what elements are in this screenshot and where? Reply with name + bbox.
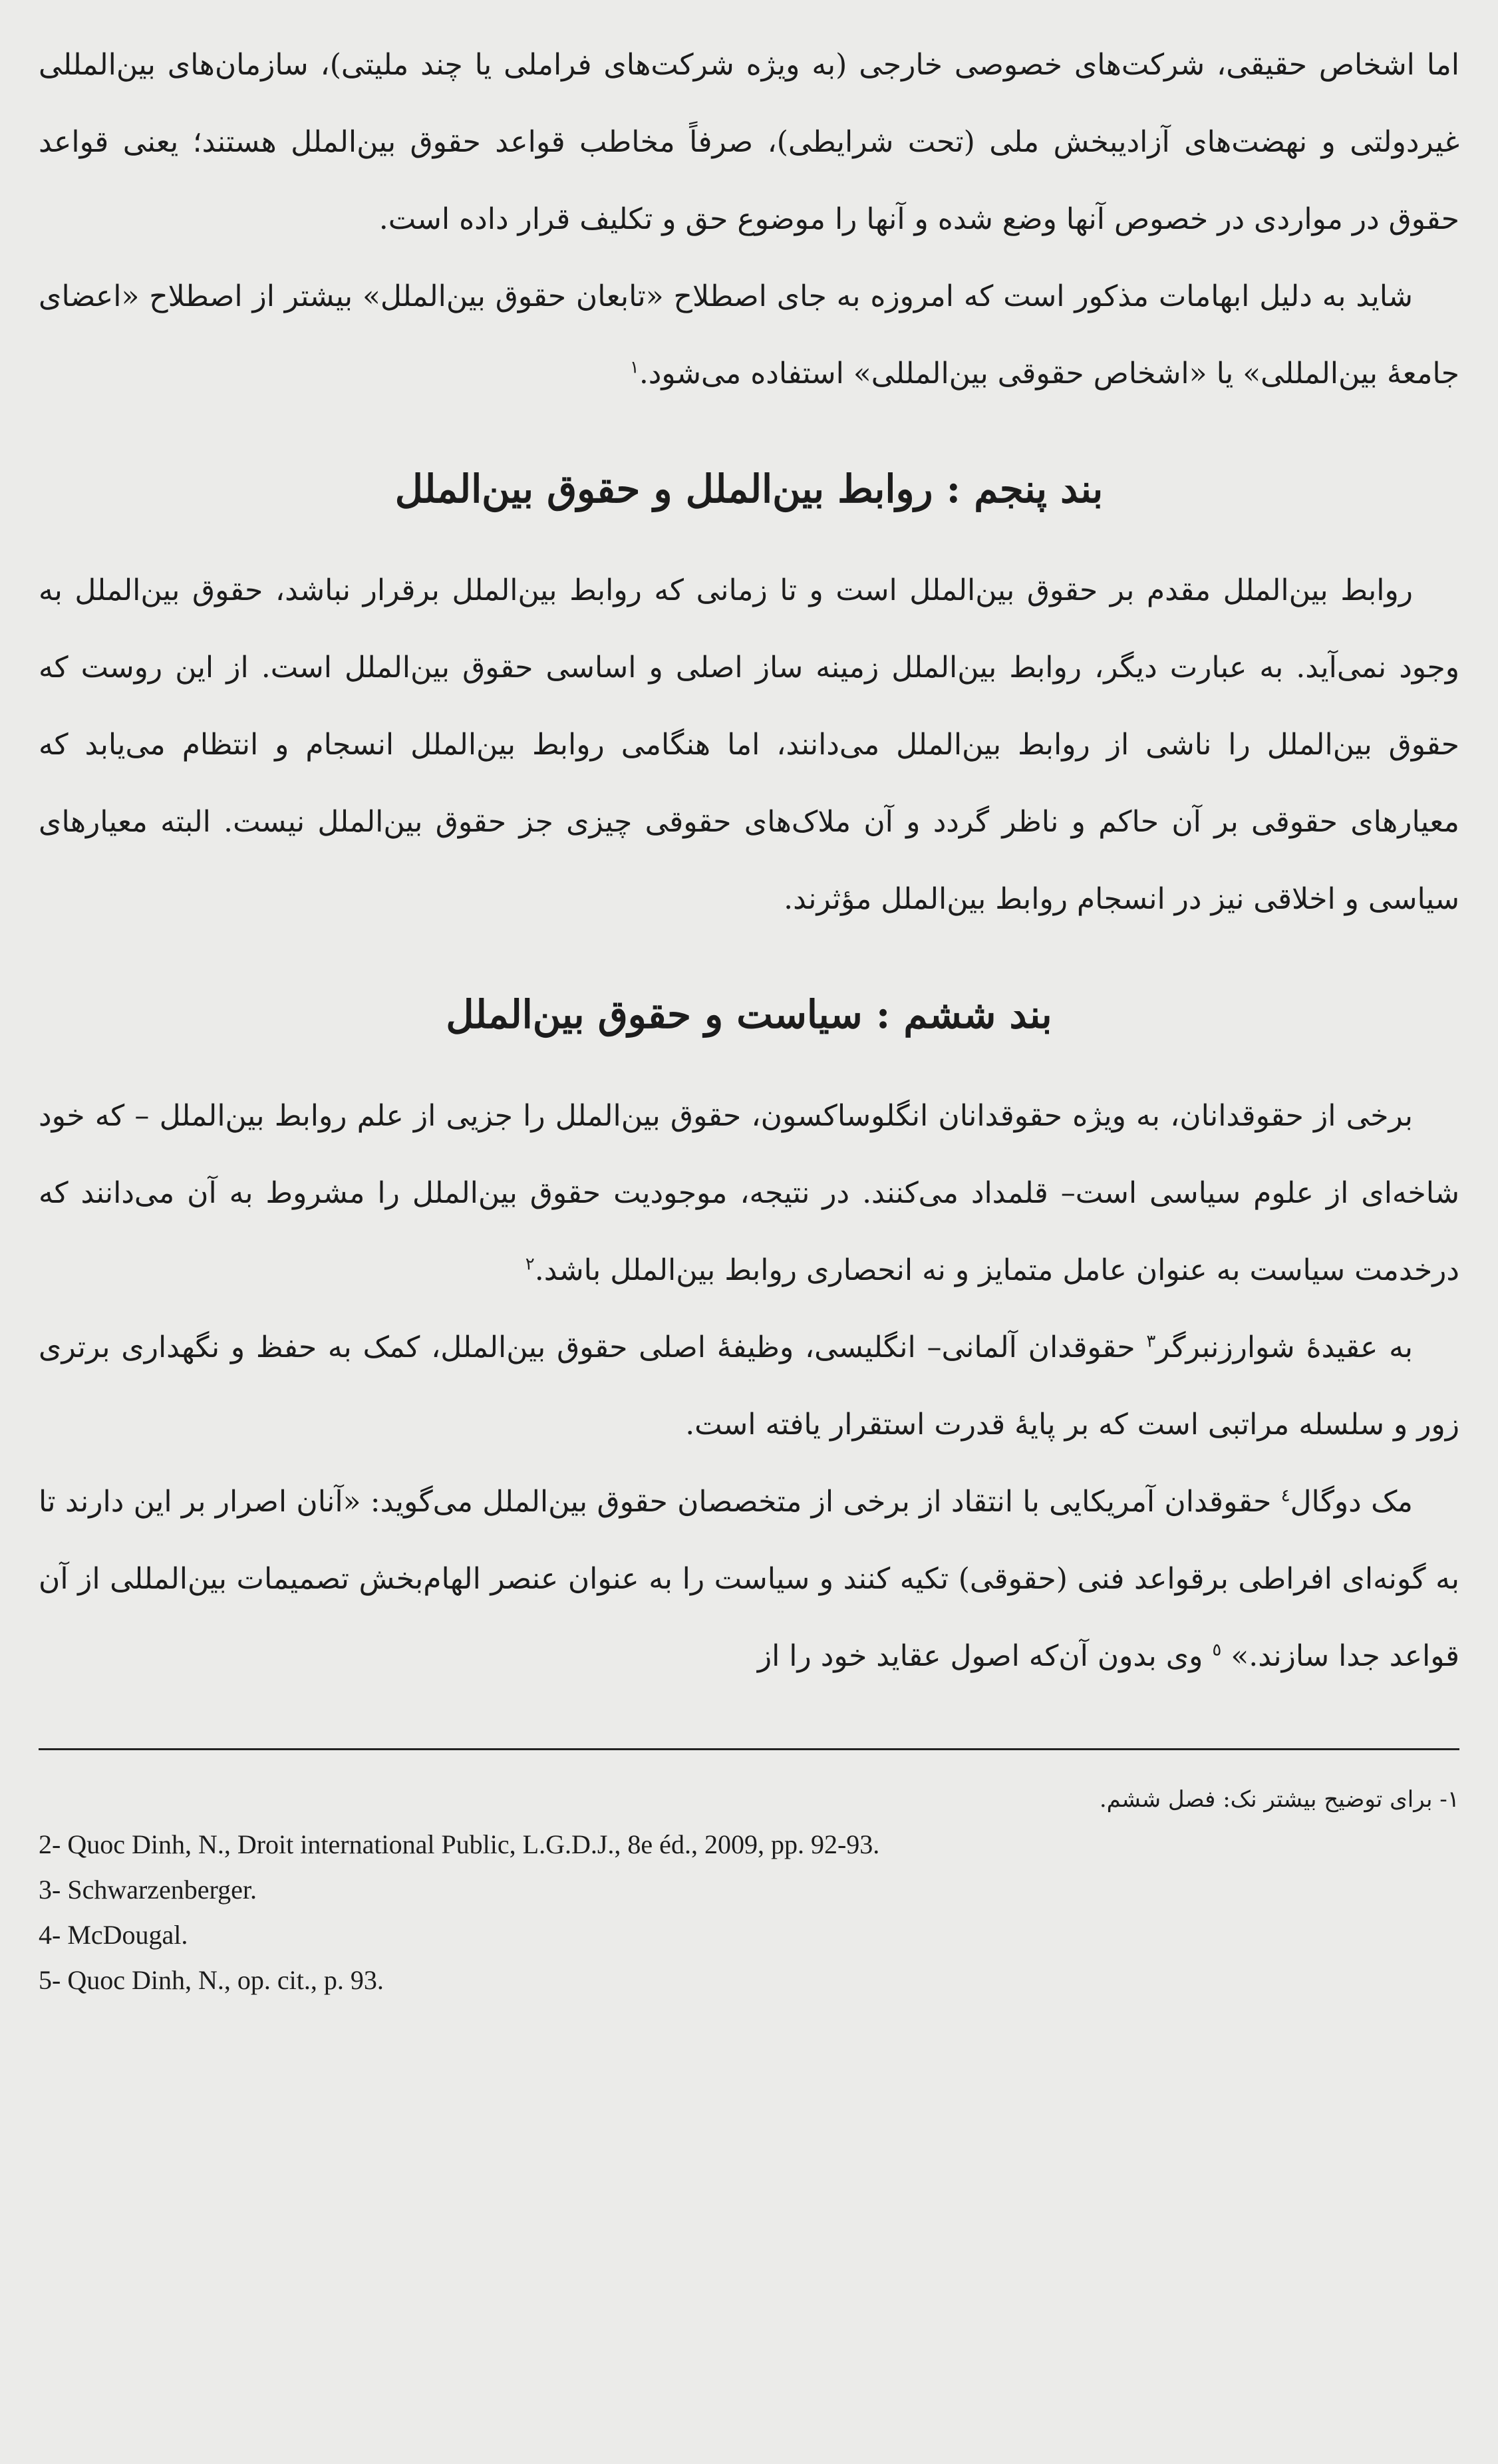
footnote-ref-3: ٣ — [1146, 1331, 1156, 1352]
footnote-5: 5- Quoc Dinh, N., op. cit., p. 93. — [39, 1965, 384, 1995]
paragraph-legal-persons: اما اشخاص حقیقی، شرکت‌های خصوصی خارجی (به ویژه شرکت‌های فراملی یا چند ملیتی)، سازمان‌های بین‌المللی غیردولتی و نهضت‌های آزادیبخش ملی (تحت شرایطی)، صرفاً مخاطب قواعد حقوق بین‌الملل هستند؛ یعنی قواعد حقوق در مواردی در خصوص آنها وضع شده و آنها را موضوع حق و تکلیف قرار داده است. — [39, 48, 1459, 236]
footnote-divider — [39, 1748, 1459, 1750]
paragraph-anglo-saxon-view — [39, 1078, 1459, 1309]
mcdougal-intro: مک دوگال — [1290, 1485, 1413, 1519]
schwarzenberger-intro: به عقیدهٔ شوارزنبرگر — [1155, 1330, 1414, 1364]
section-6-body — [39, 1078, 1459, 1695]
footnote-4: 4- McDougal. — [39, 1920, 188, 1950]
section-6-title: بند ششم : سیاست و حقوق بین‌الملل — [446, 992, 1052, 1037]
footnote-3: 3- Schwarzenberger. — [39, 1875, 257, 1905]
section-5-title: بند پنجم : روابط بین‌الملل و حقوق بین‌الملل — [394, 466, 1104, 512]
footnote-ref-2: ٢ — [525, 1254, 535, 1275]
paragraph-terminology — [39, 258, 1459, 412]
footnotes — [39, 1777, 1459, 2003]
mcdougal-continuation: وی بدون آن‌که اصول عقاید خود را از — [757, 1639, 1203, 1673]
paragraph-international-relations: روابط بین‌الملل مقدم بر حقوق بین‌الملل است و تا زمانی که روابط بین‌الملل برقرار نباشد، حقوق بین‌الملل به وجود نمی‌آید. به عبارت دیگر، روابط بین‌الملل زمینه ساز اصلی و اساسی حقوق بین‌الملل است. از این روست که حقوق بین‌الملل را ناشی از روابط بین‌الملل می‌دانند، اما هنگامی روابط بین‌الملل انسجام و انتظام می‌یابد که معیارهای حقوقی بر آن حاکم و ناظر گردد و آن ملاک‌های حقوقی چیزی جز حقوق بین‌الملل نیست. البته معیارهای سیاسی و اخلاقی نیز در انسجام روابط بین‌الملل مؤثرند. — [39, 573, 1459, 916]
paragraph-anglo-saxon-text: برخی از حقوقدانان، به ویژه حقوقدانان انگلوساکسون، حقوق بین‌الملل را جزیی از علم روابط بین‌الملل – که خود شاخه‌ای از علوم سیاسی است– قلمداد می‌کنند. در نتیجه، موجودیت حقوق بین‌الملل را مشروط به آن می‌دانند که درخدمت سیاست به عنوان عامل متمایز و نه انحصاری روابط بین‌الملل باشد. — [39, 1099, 1459, 1287]
paragraph-schwarzenberger — [39, 1309, 1459, 1463]
footnote-1: ١- برای توضیح بیشتر نک: فصل ششم. — [1099, 1786, 1459, 1813]
footnote-ref-4: ٤ — [1280, 1485, 1290, 1506]
mcdougal-quote: حقوقدان آمریکایی با انتقاد از برخی از متخصصان حقوق بین‌الملل می‌گوید: «آنان اصرار بر این دارند تا به گونه‌ای افراطی برقواعد فنی (حقوقی) تکیه کنند و سیاست را به عنوان عنصر الهام‌بخش تصمیمات بین‌المللی از آن قواعد جدا سازند.» — [39, 1485, 1459, 1673]
paragraph-mcdougal — [39, 1463, 1459, 1695]
footnote-ref-5: ٥ — [1212, 1640, 1222, 1660]
schwarzenberger-text: حقوقدان آلمانی– انگلیسی، وظیفهٔ اصلی حقوق بین‌الملل، کمک به حفظ و نگهداری برتری زور و سلسله مراتبی است که بر پایهٔ قدرت استقرار یافته است. — [39, 1330, 1459, 1442]
section-5-body — [39, 552, 1459, 938]
footnote-2: 2- Quoc Dinh, N., Droit international Public, L.G.D.J., 8e éd., 2009, pp. 92-93. — [39, 1829, 880, 1859]
intro-text — [39, 27, 1459, 412]
footnote-ref-1: ١ — [629, 357, 639, 378]
paragraph-terminology-text: شاید به دلیل ابهامات مذکور است که امروزه به جای اصطلاح «تابعان حقوق بین‌الملل» بیشتر از اصطلاح «اعضای جامعهٔ بین‌المللی» یا «اشخاص حقوقی بین‌المللی» استفاده می‌شود. — [39, 279, 1459, 390]
